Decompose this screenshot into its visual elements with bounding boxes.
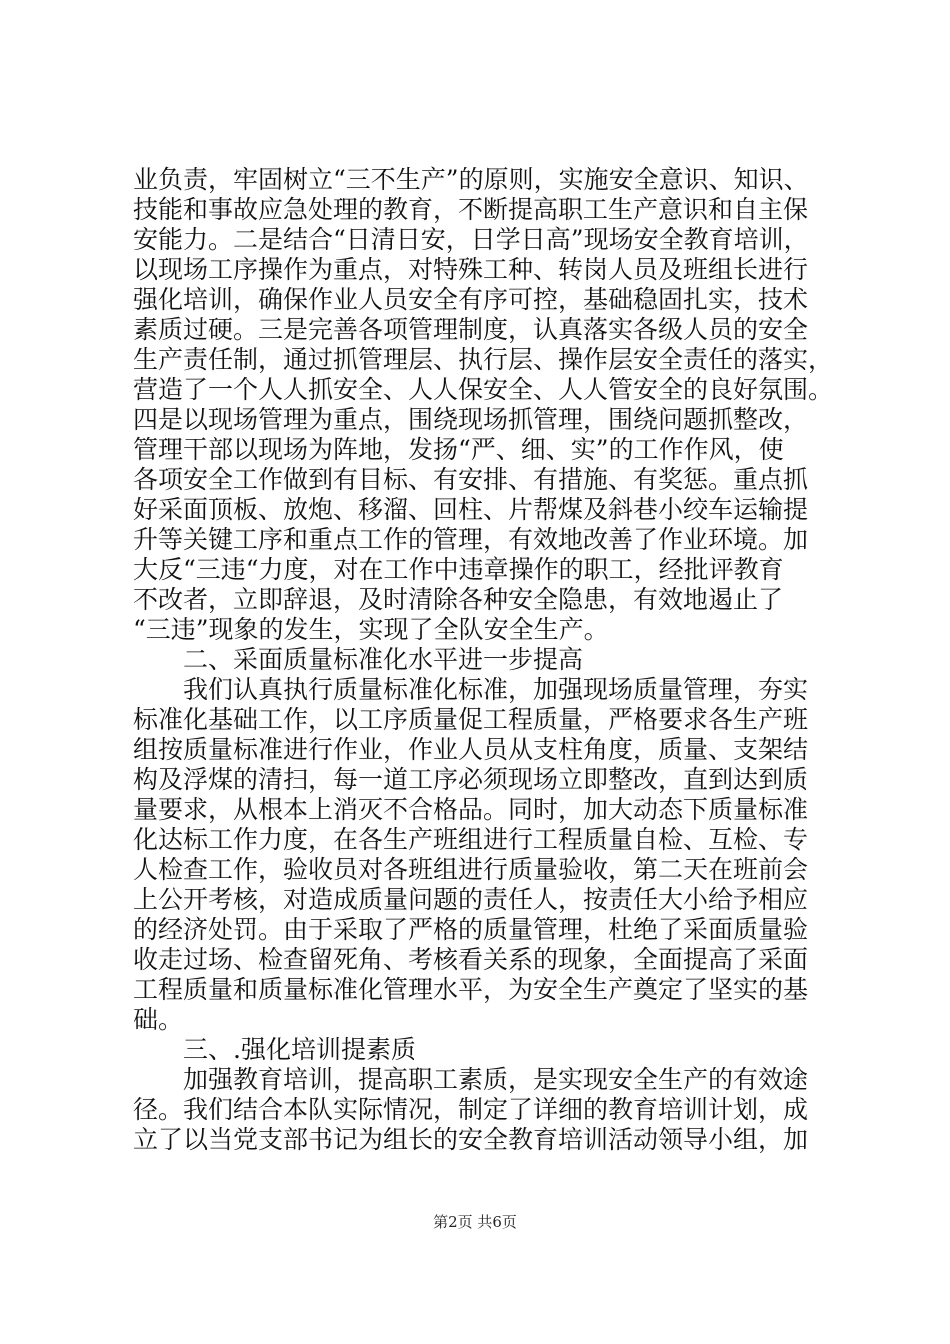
text-line: 四是以现场管理为重点，围绕现场抓管理，围绕问题抓整改， xyxy=(133,405,809,434)
section-heading: 三、.强化培训提素质 xyxy=(183,1035,416,1064)
text-line: 强化培训，确保作业人员安全有序可控，基础稳固扎实，技术 xyxy=(133,285,809,314)
paragraph-first-line: 加强教育培训，提高职工素质，是实现安全生产的有效途 xyxy=(183,1065,809,1094)
page-footer: 第2页 共6页 xyxy=(433,1213,517,1231)
text-line: 组按质量标准进行作业，作业人员从支柱角度，质量、支架结 xyxy=(133,735,809,764)
text-line: 大反“三违“力度，对在工作中违章操作的职工，经批评教育 xyxy=(133,555,784,584)
text-line: 好采面顶板、放炮、移溜、回柱、片帮煤及斜巷小绞车运输提 xyxy=(133,495,809,524)
text-line: 构及浮煤的清扫，每一道工序必须现场立即整改，直到达到质 xyxy=(133,765,809,794)
text-line: 量要求，从根本上消灭不合格品。同时，加大动态下质量标准 xyxy=(133,795,809,824)
text-line: 管理干部以现场为阵地，发扬“严、细、实”的工作作风，使 xyxy=(133,435,784,464)
text-line: 化达标工作力度，在各生产班组进行工程质量自检、互检、专 xyxy=(133,825,809,854)
text-line: 础。 xyxy=(133,1005,184,1034)
text-line: 营造了一个人人抓安全、人人保安全、人人管安全的良好氛围。 xyxy=(133,375,833,404)
text-line: 径。我们结合本队实际情况，制定了详细的教育培训计划，成 xyxy=(133,1095,809,1124)
text-line: 立了以当党支部书记为组长的安全教育培训活动领导小组，加 xyxy=(133,1125,809,1154)
text-line: 素质过硬。三是完善各项管理制度，认真落实各级人员的安全 xyxy=(133,315,809,344)
section-heading: 二、采面质量标准化水平进一步提高 xyxy=(183,645,584,674)
text-line: 人检查工作，验收员对各班组进行质量验收，第二天在班前会 xyxy=(133,855,809,884)
document-body xyxy=(133,165,833,1155)
text-line: 收走过场、检查留死角、考核看关系的现象，全面提高了采面 xyxy=(133,945,809,974)
text-line: 以现场工序操作为重点，对特殊工种、转岗人员及班组长进行 xyxy=(133,255,809,284)
text-line: 的经济处罚。由于采取了严格的质量管理，杜绝了采面质量验 xyxy=(133,915,809,944)
text-line: 安能力。二是结合“日清日安，日学日高”现场安全教育培训， xyxy=(133,225,809,254)
text-line: 标准化基础工作，以工序质量促工程质量，严格要求各生产班 xyxy=(133,705,809,734)
text-line: 生产责任制，通过抓管理层、执行层、操作层安全责任的落实， xyxy=(133,345,833,374)
text-line: 技能和事故应急处理的教育，不断提高职工生产意识和自主保 xyxy=(133,195,809,224)
paragraph-first-line: 我们认真执行质量标准化标准，加强现场质量管理，夯实 xyxy=(183,675,809,704)
text-line: 升等关键工序和重点工作的管理，有效地改善了作业环境。加 xyxy=(133,525,809,554)
text-line: 不改者，立即辞退，及时清除各种安全隐患，有效地遏止了 xyxy=(133,585,784,614)
text-line: 业负责，牢固树立“三不生产”的原则，实施安全意识、知识、 xyxy=(133,165,809,194)
text-line: 上公开考核，对造成质量问题的责任人，按责任大小给予相应 xyxy=(133,885,809,914)
text-line: 各项安全工作做到有目标、有安排、有措施、有奖惩。重点抓 xyxy=(133,465,809,494)
text-line: 工程质量和质量标准化管理水平，为安全生产奠定了坚实的基 xyxy=(133,975,809,1004)
text-line: “三违”现象的发生，实现了全队安全生产。 xyxy=(133,615,609,644)
